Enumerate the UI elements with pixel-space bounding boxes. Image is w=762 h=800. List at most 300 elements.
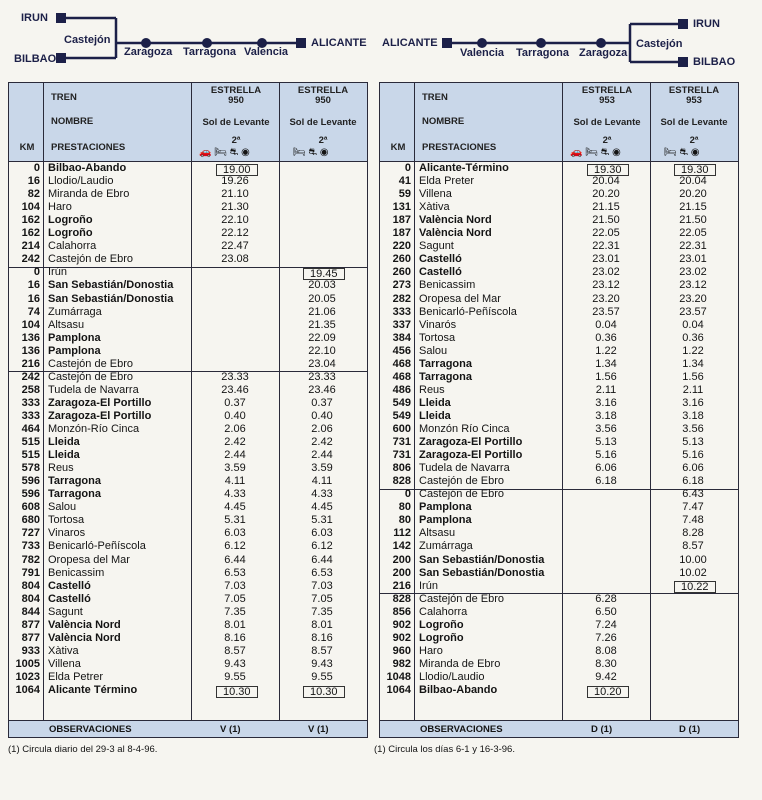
- train-class-2: 2ª: [689, 135, 699, 146]
- route-valencia: Valencia: [460, 47, 505, 59]
- station-cell: Tarragona: [48, 488, 101, 501]
- km-cell: 486: [392, 383, 411, 396]
- time-cell-2: 20.03: [308, 279, 336, 292]
- station-cell: Elda Petrer: [48, 670, 104, 683]
- km-cell: 828: [392, 592, 411, 605]
- time-cell-1: 23.57: [592, 305, 620, 318]
- table-row: [9, 685, 367, 697]
- table-row: [9, 189, 367, 201]
- time-cell-1: 23.46: [221, 383, 249, 396]
- time-cell-1: 23.12: [592, 279, 620, 292]
- table-row: [9, 411, 367, 423]
- station-cell: Altsasu: [419, 527, 456, 540]
- station-cell: Zaragoza-El Portillo: [48, 409, 152, 422]
- station-cell: Zaragoza-El Portillo: [419, 436, 523, 449]
- km-cell: 260: [392, 266, 411, 279]
- table-row: [9, 254, 367, 266]
- km-cell: 982: [392, 657, 411, 670]
- table-row: [380, 228, 738, 240]
- time-cell-1: 6.44: [224, 553, 246, 566]
- km-cell: 80: [398, 514, 411, 527]
- station-cell: Pamplona: [48, 331, 101, 344]
- km-cell: 828: [392, 475, 411, 488]
- station-cell: Zumárraga: [48, 305, 102, 318]
- time-cell-1: 20.20: [592, 188, 620, 201]
- km-cell: 333: [21, 409, 40, 422]
- time-cell-2: 3.16: [682, 396, 704, 409]
- table-row: [380, 450, 738, 462]
- station-cell: València Nord: [48, 618, 121, 631]
- station-cell: Reus: [48, 462, 74, 475]
- station-cell: Alicante Término: [48, 684, 138, 696]
- station-cell: Tarragona: [419, 370, 472, 383]
- time-cell-2: 23.33: [308, 370, 336, 383]
- time-cell-2: 1.56: [682, 370, 704, 383]
- km-cell: 187: [392, 214, 411, 227]
- table-row: [9, 280, 367, 292]
- time-cell-2: 21.35: [308, 318, 336, 331]
- table-row: [380, 685, 738, 697]
- table-row: [9, 346, 367, 358]
- station-cell: Castejón de Ebro: [48, 253, 133, 266]
- table-row: [9, 424, 367, 436]
- km-cell: 214: [21, 240, 40, 253]
- station-cell: Castelló: [48, 592, 91, 605]
- table-row: [9, 633, 367, 645]
- km-cell: 0: [33, 162, 40, 174]
- service-icons-1: 🚗 🛏 ⛐ ◉: [199, 147, 250, 158]
- table-row: [380, 254, 738, 266]
- train-num-1: 950: [228, 95, 244, 106]
- km-cell: 0: [404, 488, 411, 501]
- header-prestaciones: PRESTACIONES: [51, 142, 126, 153]
- route-castejon: Castejón: [636, 38, 683, 50]
- train-type-1: ESTRELLA: [581, 85, 633, 96]
- time-cell-2: 10.00: [679, 553, 707, 566]
- right-timetable: [379, 82, 739, 738]
- station-cell: Salou: [48, 501, 77, 514]
- km-cell: 333: [21, 396, 40, 409]
- km-cell: 0: [33, 266, 40, 279]
- station-cell: Bilbao-Abando: [419, 684, 498, 696]
- time-cell-1: 5.16: [595, 449, 617, 462]
- time-cell-2: 2.11: [682, 383, 704, 396]
- train-name-2: Sol de Levante: [660, 117, 728, 128]
- station-cell: Villena: [48, 657, 81, 670]
- table-row: [380, 280, 738, 292]
- table-row: [9, 202, 367, 214]
- time-cell-2: 0.37: [311, 396, 333, 409]
- table-row: [9, 463, 367, 475]
- time-cell-2: 23.01: [679, 253, 707, 266]
- station-cell: Tudela de Navarra: [48, 383, 139, 396]
- train-name-2: Sol de Levante: [289, 117, 357, 128]
- time-cell-1: 9.55: [224, 670, 246, 683]
- km-cell: 782: [21, 553, 40, 566]
- time-cell-1: 21.50: [592, 214, 620, 227]
- station-cell: San Sebastián/Donostia: [419, 566, 545, 579]
- observaciones-row: [9, 720, 367, 737]
- km-cell: 680: [21, 514, 40, 527]
- station-cell: San Sebastián/Donostia: [48, 279, 174, 292]
- obs-label: OBSERVACIONES: [49, 724, 132, 735]
- station-cell: Haro: [48, 201, 72, 214]
- table-row: [380, 359, 738, 371]
- route-tarragona: Tarragona: [183, 46, 236, 58]
- station-cell: Logroño: [419, 631, 464, 644]
- station-cell: Logroño: [48, 227, 93, 240]
- km-cell: 600: [392, 423, 411, 435]
- obs-value-2: D (1): [679, 724, 701, 735]
- table-row: [380, 424, 738, 436]
- time-cell-2: 9.43: [311, 657, 333, 670]
- station-cell: Calahorra: [419, 605, 468, 618]
- time-cell-1: 6.18: [595, 475, 617, 488]
- table-row: [380, 515, 738, 527]
- station-cell: València Nord: [48, 631, 121, 644]
- km-cell: 468: [392, 357, 411, 370]
- station-cell: Monzón Río Cinca: [419, 423, 510, 435]
- table-row: [9, 515, 367, 527]
- table-row: [380, 672, 738, 684]
- km-cell: 273: [392, 279, 411, 292]
- table-row: [9, 228, 367, 240]
- table-row: [380, 437, 738, 449]
- station-cell: Castejón de Ebro: [48, 357, 133, 370]
- time-cell-2: 20.20: [679, 188, 707, 201]
- km-cell: 456: [392, 344, 411, 357]
- km-cell: 608: [21, 501, 40, 514]
- km-cell: 844: [21, 605, 40, 618]
- station-cell: Llodio/Laudio: [419, 670, 485, 683]
- km-cell: 80: [398, 501, 411, 514]
- km-cell: 468: [392, 370, 411, 383]
- time-cell-2: 23.46: [308, 383, 336, 396]
- table-row: [380, 607, 738, 619]
- time-cell-1: 10.20: [587, 686, 629, 698]
- table-row: [9, 385, 367, 397]
- time-cell-1: 4.11: [224, 475, 246, 488]
- km-cell: 1005: [15, 657, 40, 670]
- station-cell: Benicassim: [419, 279, 476, 292]
- time-cell-1: 9.42: [595, 670, 617, 683]
- time-cell-1: 7.03: [224, 579, 246, 592]
- route-irun: IRUN: [693, 18, 720, 30]
- time-cell-1: 3.56: [595, 423, 617, 435]
- km-cell: 791: [21, 566, 40, 579]
- time-cell-1: 10.30: [216, 686, 258, 698]
- time-cell-2: 10.30: [303, 686, 345, 698]
- table-row: [380, 267, 738, 279]
- time-cell-2: 4.11: [311, 475, 333, 488]
- table-row: [380, 202, 738, 214]
- time-cell-2: 10.22: [674, 581, 716, 593]
- time-cell-2: 23.20: [679, 292, 707, 305]
- km-cell: 806: [392, 462, 411, 475]
- time-cell-1: 2.11: [595, 383, 617, 396]
- time-cell-1: 6.28: [595, 592, 617, 605]
- time-cell-1: 19.30: [587, 164, 629, 176]
- time-cell-2: 6.53: [311, 566, 333, 579]
- train-type-2: ESTRELLA: [668, 85, 720, 96]
- km-cell: 902: [392, 618, 411, 631]
- station-cell: Castejón de Ebro: [419, 592, 504, 605]
- km-cell: 162: [21, 214, 40, 227]
- time-cell-2: 23.02: [679, 266, 707, 279]
- km-cell: 104: [21, 201, 40, 214]
- table-row: [9, 307, 367, 319]
- table-row: [380, 411, 738, 423]
- table-row: [380, 476, 738, 488]
- station-cell: València Nord: [419, 227, 492, 240]
- time-cell-1: 6.12: [224, 540, 246, 553]
- time-cell-1: 5.13: [595, 436, 617, 449]
- time-cell-1: 6.50: [595, 605, 617, 618]
- km-cell: 804: [21, 592, 40, 605]
- time-cell-1: 3.16: [595, 396, 617, 409]
- train-name-1: Sol de Levante: [202, 117, 270, 128]
- table-row: [9, 489, 367, 501]
- time-cell-2: 3.59: [311, 462, 333, 475]
- station-cell: Llodio/Laudio: [48, 175, 114, 188]
- table-row: [380, 372, 738, 384]
- time-cell-2: 8.28: [682, 527, 704, 540]
- km-cell: 804: [21, 579, 40, 592]
- header-tren: TREN: [422, 92, 448, 103]
- station-cell: Miranda de Ebro: [48, 188, 130, 201]
- time-cell-1: 22.47: [221, 240, 249, 253]
- time-cell-2: 8.57: [682, 540, 704, 553]
- station-cell: Castelló: [419, 253, 462, 266]
- km-cell: 515: [21, 449, 40, 462]
- km-cell: 216: [21, 357, 40, 370]
- time-cell-2: 7.35: [311, 605, 333, 618]
- km-cell: 877: [21, 618, 40, 631]
- route-irun: IRUN: [21, 12, 48, 24]
- table-row: [380, 633, 738, 645]
- station-cell: Altsasu: [48, 318, 85, 331]
- station-cell: Pamplona: [419, 514, 472, 527]
- time-cell-2: 3.18: [682, 409, 704, 422]
- table-row: [9, 672, 367, 684]
- time-cell-1: 19.26: [221, 175, 249, 188]
- km-cell: 333: [392, 305, 411, 318]
- km-cell: 200: [392, 553, 411, 566]
- time-cell-1: 8.08: [595, 644, 617, 657]
- time-cell-1: 0.40: [224, 409, 246, 422]
- time-cell-1: 2.44: [224, 449, 246, 462]
- time-cell-2: 1.22: [682, 344, 704, 357]
- station-cell: San Sebastián/Donostia: [48, 292, 174, 305]
- time-cell-1: 8.16: [224, 631, 246, 644]
- km-cell: 727: [21, 527, 40, 540]
- table-row: [380, 568, 738, 580]
- table-row: [9, 398, 367, 410]
- km-cell: 136: [21, 344, 40, 357]
- time-cell-1: 6.03: [224, 527, 246, 540]
- table-row: [380, 385, 738, 397]
- table-row: [9, 646, 367, 658]
- route-alicante: ALICANTE: [311, 37, 367, 49]
- time-cell-2: 6.43: [682, 488, 704, 501]
- time-cell-1: 8.30: [595, 657, 617, 670]
- time-cell-2: 7.48: [682, 514, 704, 527]
- time-cell-2: 8.01: [311, 618, 333, 631]
- time-cell-1: 21.10: [221, 188, 249, 201]
- header-tren: TREN: [51, 92, 77, 103]
- observaciones-row: [380, 720, 738, 737]
- time-cell-2: 5.13: [682, 436, 704, 449]
- table-row: [9, 372, 367, 384]
- km-cell: 1064: [15, 684, 40, 696]
- time-cell-1: 7.26: [595, 631, 617, 644]
- time-cell-1: 1.56: [595, 370, 617, 383]
- km-cell: 59: [398, 188, 411, 201]
- km-cell: 200: [392, 566, 411, 579]
- time-cell-2: 22.31: [679, 240, 707, 253]
- km-cell: 731: [392, 449, 411, 462]
- route-tarragona: Tarragona: [516, 47, 569, 59]
- station-cell: Irún: [419, 579, 438, 592]
- time-cell-2: 3.56: [682, 423, 704, 435]
- time-cell-2: 9.55: [311, 670, 333, 683]
- time-cell-2: 21.50: [679, 214, 707, 227]
- time-cell-2: 20.05: [308, 292, 336, 305]
- time-cell-1: 8.57: [224, 644, 246, 657]
- time-cell-2: 0.04: [682, 318, 704, 331]
- time-cell-2: 6.06: [682, 462, 704, 475]
- time-cell-1: 22.05: [592, 227, 620, 240]
- table-row: [380, 215, 738, 227]
- table-row: [380, 176, 738, 188]
- table-row: [380, 307, 738, 319]
- table-row: [380, 489, 738, 501]
- time-cell-1: 23.02: [592, 266, 620, 279]
- time-cell-2: 22.05: [679, 227, 707, 240]
- time-cell-1: 21.30: [221, 201, 249, 214]
- right-route-diagram: [380, 0, 762, 80]
- time-cell-2: 22.09: [308, 331, 336, 344]
- station-cell: Zumárraga: [419, 540, 473, 553]
- left-route-diagram: [0, 0, 380, 80]
- table-row: [380, 163, 738, 175]
- station-cell: Elda Preter: [419, 175, 475, 188]
- km-cell: 384: [392, 331, 411, 344]
- train-num-2: 953: [686, 95, 702, 106]
- time-cell-1: 6.06: [595, 462, 617, 475]
- time-cell-2: 10.02: [679, 566, 707, 579]
- train-class-2: 2ª: [318, 135, 328, 146]
- station-cell: Pamplona: [419, 501, 472, 514]
- time-cell-1: 7.24: [595, 618, 617, 631]
- km-cell: 877: [21, 631, 40, 644]
- time-cell-1: 5.31: [224, 514, 246, 527]
- time-cell-2: 21.06: [308, 305, 336, 318]
- left-timetable: [8, 82, 368, 738]
- time-cell-1: 22.12: [221, 227, 249, 240]
- km-cell: 464: [21, 423, 40, 435]
- km-cell: 216: [392, 579, 411, 592]
- station-cell: Oropesa del Mar: [48, 553, 130, 566]
- station-cell: Lleida: [419, 409, 451, 422]
- table-row: [380, 241, 738, 253]
- header-km: KM: [390, 142, 406, 153]
- station-cell: Logroño: [48, 214, 93, 227]
- time-cell-2: 19.30: [674, 164, 716, 176]
- obs-label: OBSERVACIONES: [420, 724, 503, 735]
- km-cell: 549: [392, 396, 411, 409]
- km-cell: 131: [392, 201, 411, 214]
- table-row: [9, 528, 367, 540]
- table-row: [9, 359, 367, 371]
- table-row: [380, 320, 738, 332]
- km-cell: 960: [392, 644, 411, 657]
- km-cell: 260: [392, 253, 411, 266]
- km-cell: 1048: [386, 670, 411, 683]
- time-cell-1: 9.43: [224, 657, 246, 670]
- km-cell: 74: [27, 305, 40, 318]
- km-cell: 933: [21, 644, 40, 657]
- time-cell-1: 22.10: [221, 214, 249, 227]
- table-row: [9, 555, 367, 567]
- station-cell: Zaragoza-El Portillo: [48, 396, 152, 409]
- table-row: [9, 607, 367, 619]
- time-cell-2: 7.47: [682, 501, 704, 514]
- time-cell-1: 3.59: [224, 462, 246, 475]
- time-cell-1: 6.53: [224, 566, 246, 579]
- service-icons-2: 🛏 ⛐ ◉: [664, 147, 700, 158]
- station-cell: Castelló: [48, 579, 91, 592]
- table-row: [380, 555, 738, 567]
- station-cell: Reus: [419, 383, 445, 396]
- station-cell: Irún: [48, 266, 67, 279]
- table-row: [9, 620, 367, 632]
- station-cell: Xàtiva: [48, 644, 79, 657]
- km-cell: 82: [27, 188, 40, 201]
- km-cell: 733: [21, 540, 40, 553]
- time-cell-1: 23.20: [592, 292, 620, 305]
- header-nombre: NOMBRE: [422, 116, 465, 127]
- time-cell-1: 19.00: [216, 164, 258, 176]
- station-cell: Oropesa del Mar: [419, 292, 501, 305]
- time-cell-1: 8.01: [224, 618, 246, 631]
- station-cell: Miranda de Ebro: [419, 657, 501, 670]
- left-footnote: (1) Circula diario del 29-3 al 8-4-96.: [8, 744, 158, 755]
- km-cell: 142: [392, 540, 411, 553]
- time-cell-2: 19.45: [303, 268, 345, 280]
- km-cell: 1023: [15, 670, 40, 683]
- table-row: [380, 541, 738, 553]
- route-castejon: Castejón: [64, 34, 111, 46]
- station-cell: Benicarló-Peñíscola: [48, 540, 146, 553]
- service-icons-2: 🛏 ⛐ ◉: [293, 147, 329, 158]
- station-cell: Salou: [419, 344, 448, 357]
- station-cell: Lleida: [48, 449, 80, 462]
- station-cell: Villena: [419, 188, 452, 201]
- train-type-1: ESTRELLA: [210, 85, 262, 96]
- station-cell: Sagunt: [419, 240, 454, 253]
- station-cell: Lleida: [48, 436, 80, 449]
- train-num-1: 953: [599, 95, 615, 106]
- time-cell-2: 23.57: [679, 305, 707, 318]
- station-cell: Castejón de Ebro: [419, 475, 504, 488]
- table-row: [9, 176, 367, 188]
- time-cell-2: 23.04: [308, 357, 336, 370]
- station-cell: Zaragoza-El Portillo: [419, 449, 523, 462]
- km-cell: 16: [27, 292, 40, 305]
- table-row: [380, 333, 738, 345]
- time-cell-1: 21.15: [592, 201, 620, 214]
